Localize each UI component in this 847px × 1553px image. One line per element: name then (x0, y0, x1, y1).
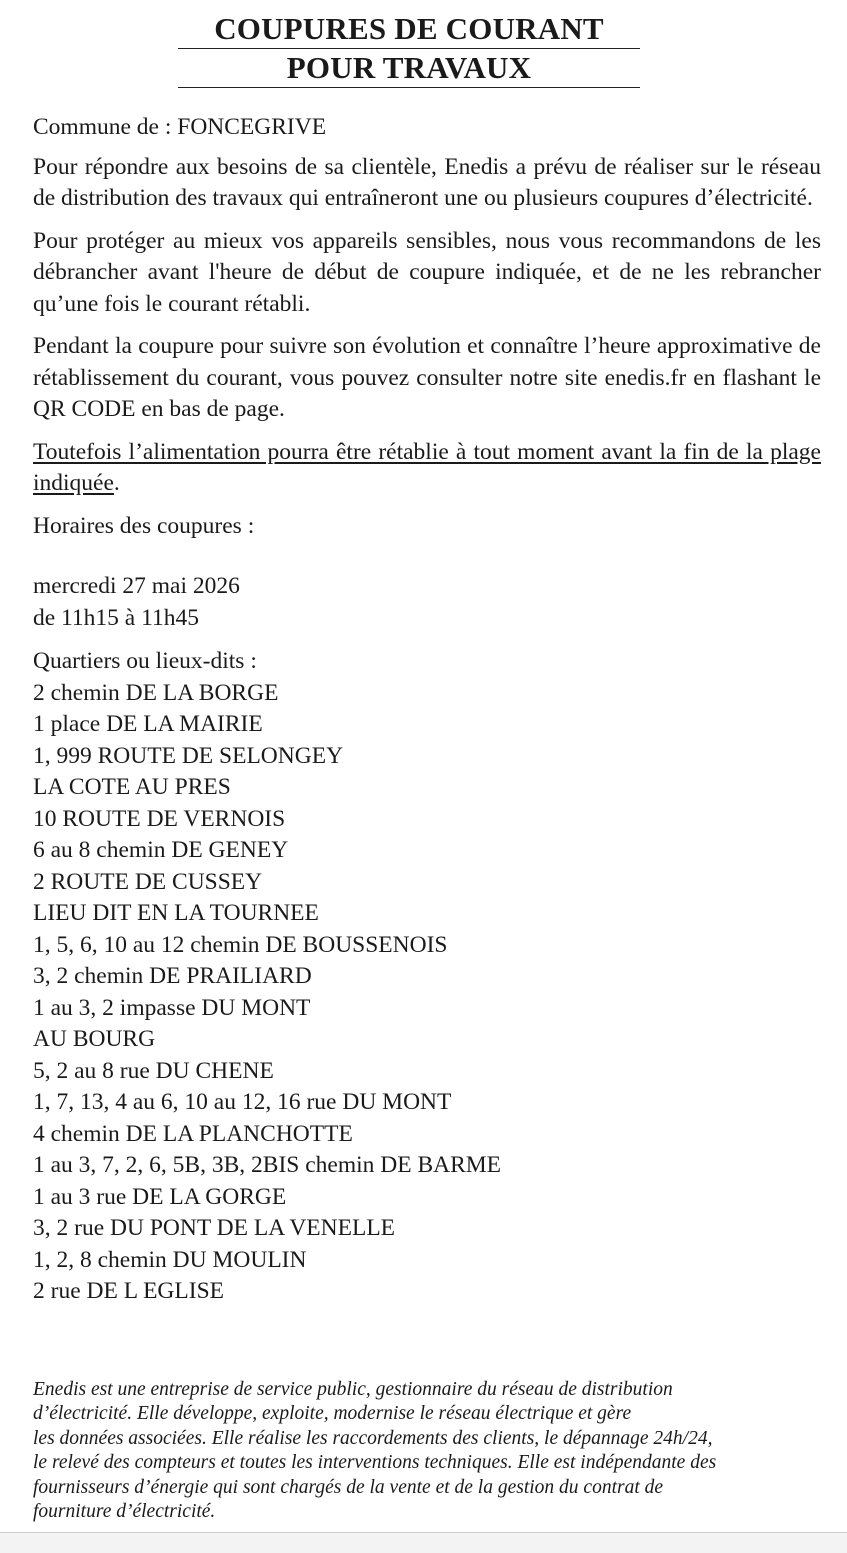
location-item: 1, 7, 13, 4 au 6, 10 au 12, 16 rue DU MONT (33, 1089, 452, 1115)
location-item: 3, 2 chemin DE PRAILIARD (33, 963, 312, 989)
page-bottom-edge (0, 1532, 847, 1553)
title-block (178, 10, 640, 88)
location-item: 1, 999 ROUTE DE SELONGEY (33, 742, 344, 769)
location-item: 5, 2 au 8 rue DU CHENE (33, 1057, 274, 1084)
location-item: LA COTE AU PRES (33, 774, 231, 800)
footer-line: fourniture d’électricité. (33, 1501, 216, 1523)
footer-line: fournisseurs d’énergie qui sont chargés de la vente et de la gestion du contrat de (33, 1476, 664, 1498)
location-item: 1, 2, 8 chemin DU MOULIN (33, 1246, 307, 1273)
location-item: 3, 2 rue DU PONT DE LA VENELLE (33, 1215, 396, 1241)
schedule-date: mercredi 27 mai 2026 (33, 573, 240, 599)
schedule-time: de 11h15 à 11h45 (33, 604, 199, 631)
restoration-notice-period: . (113, 470, 120, 496)
location-item: 10 ROUTE DE VERNOIS (33, 805, 286, 832)
location-item: AU BOURG (33, 1026, 156, 1052)
enedis-footer-note (33, 1378, 823, 1524)
schedule-label: Horaires des coupures : (33, 512, 255, 539)
intro-paragraph: Pour répondre aux besoins de sa clientèle, Enedis a prévu de réaliser sur le réseau de distribution des travaux qui entraîneront une ou plusieurs coupures d’électricité. (33, 153, 821, 211)
restoration-notice-text: Toutefois l’alimentation pourra être rétablie à tout moment avant la fin de la plage indiquée (33, 438, 821, 496)
locations-label: Quartiers ou lieux-dits : (33, 648, 257, 674)
location-item: 2 rue DE L EGLISE (33, 1278, 224, 1304)
location-item: 1, 5, 6, 10 au 12 chemin DE BOUSSENOIS (33, 931, 448, 958)
location-item: 1 au 3, 2 impasse DU MONT (33, 994, 311, 1021)
footer-line: les données associées. Elle réalise les raccordements des clients, le dépannage 24h/24, (33, 1427, 713, 1449)
location-item: 1 au 3 rue DE LA GORGE (33, 1183, 287, 1210)
location-item: 6 au 8 chemin DE GENEY (33, 837, 289, 863)
commune-line: Commune de : FONCEGRIVE (33, 114, 327, 140)
footer-line: le relevé des compteurs et toutes les interventions techniques. Elle est indépendante des (33, 1452, 717, 1474)
location-item: LIEU DIT EN LA TOURNEE (33, 900, 319, 926)
tracking-paragraph: Pendant la coupure pour suivre son évolution et connaître l’heure approximative de rétablissement du courant, vous pouvez consulter notre site enedis.fr en flashant le QR CODE en bas de page. (33, 333, 821, 422)
location-item: 4 chemin DE LA PLANCHOTTE (33, 1120, 353, 1147)
title-line-2: POUR TRAVAUX (286, 50, 532, 85)
location-item: 1 au 3, 7, 2, 6, 5B, 3B, 2BIS chemin DE BARME (33, 1152, 502, 1178)
location-item: 2 chemin DE LA BORGE (33, 679, 279, 706)
notice-content (33, 112, 821, 1308)
locations-list (33, 678, 821, 1308)
title-rule-2 (178, 87, 640, 88)
footer-line: Enedis est une entreprise de service public, gestionnaire du réseau de distribution (33, 1379, 673, 1400)
footer-line: d’électricité. Elle développe, exploite, modernise le réseau électrique et gère (33, 1403, 632, 1425)
location-item: 2 ROUTE DE CUSSEY (33, 868, 263, 895)
protection-paragraph: Pour protéger au mieux vos appareils sensibles, nous vous recommandons de les débrancher avant l'heure de début de coupure indiquée, et de ne les rebrancher qu’une fois le courant rétabli. (33, 227, 821, 317)
location-item: 1 place DE LA MAIRIE (33, 711, 263, 737)
restoration-notice (33, 437, 821, 500)
title-line-1: COUPURES DE COURANT (214, 11, 604, 46)
